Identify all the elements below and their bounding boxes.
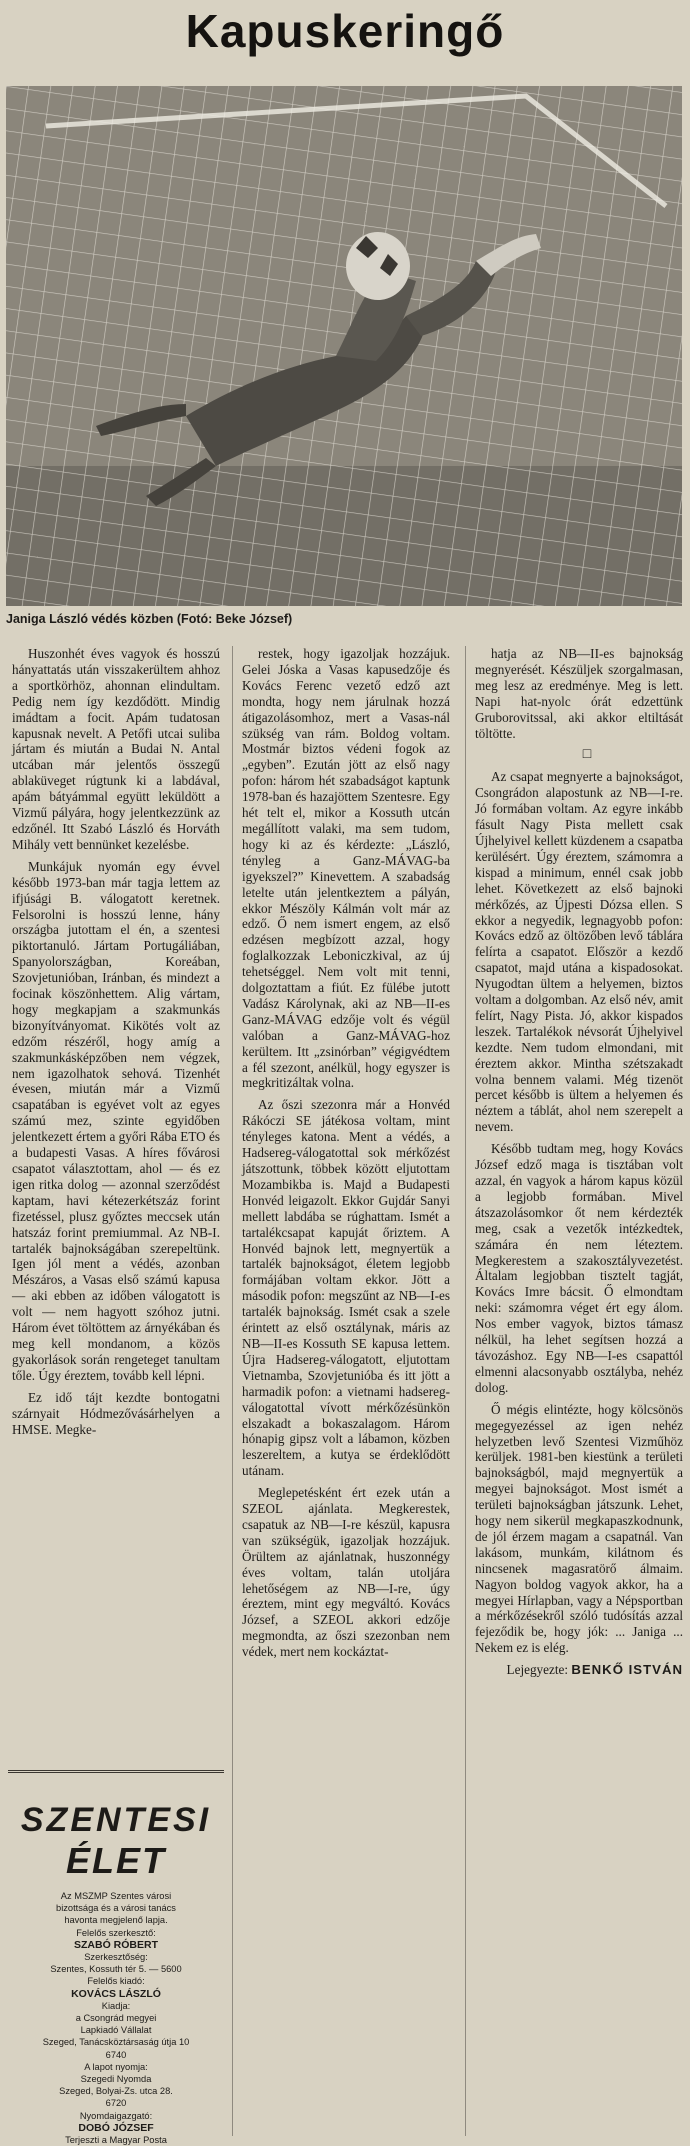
article-column-3 <box>475 646 683 2141</box>
goalkeeper-photo-illustration <box>6 86 682 606</box>
photo-caption: Janiga László védés közben (Fotó: Beke József) <box>6 612 293 626</box>
imprint-line: SZABÓ RÓBERT <box>74 1938 158 1951</box>
imprint-line: A lapot nyomja: <box>84 2061 148 2072</box>
imprint-line: Felelős szerkesztő: <box>76 1927 156 1938</box>
byline-label: Lejegyezte: <box>506 1662 569 1678</box>
paragraph: restek, hogy igazoljak hozzájuk. Gelei Jóska a Vasas kapusedzője és Kovács Ferenc vezető edző azt mondta, hogy nem járulnak hozzá átigazolásomhoz, mert a Vasas-nál szükség van rám. Boldog voltam. Mostmár biztos védeni fogok az „egyben”. Ezután jött az első nagy pofon: három hét szabadságot kaptunk 1978-ban és hazajöttem Szentesre. Egy hét telt el, mikor a Kossuth utcán megállított valaki, ma sem tudom, hogy ki az és kérdezte: „László, tényleg a Ganz-MÁVAG-ba igyekszel?” Kinevettem. A szabadság letelte után jelentkeztem a pályán, ekkor Mészöly Kálmán volt már az edző. Ő nem ismert engem, az első edzésen megbízott azzal, hogy foglalkozzak Leboniczkival, az új tehetséggel. Nem volt mit tenni, dolgoztattam a fiút. Ez fülébe jutott Vadász Károlynak, aki az NB—II-es Ganz-MÁVAG edzője volt és végül valóban a Ganz-MÁVAG-hoz kerültem. Itt „zsinórban” végigvédtem a fél szezont, anélkül, hogy egyszer is megkritizáltak volna. <box>242 646 450 1091</box>
paragraph: Meglepetésként ért ezek után a SZEOL ajánlata. Megkerestek, csapatuk az NB—I-re készül, kapusra van szükségük, igazoljak hozzájuk. Örültem az ajánlatnak, huszonnégy éves voltam, talán utoljára lehetőségem az NB—I-re, úgy éreztem, mint egy megváltó. Kovács József, a SZEOL akkori edzője megmondta, az őszi szezonban nem védek, mert nem kockáztat- <box>242 1485 450 1660</box>
article-column-1 <box>12 646 220 1756</box>
imprint-line: Terjeszti a Magyar Posta <box>65 2135 167 2146</box>
paragraph: Később tudtam meg, hogy Kovács József edző maga is tisztában volt azzal, én vagyok a három kapus közül a legjobb formában. Mivel átszazolásomkor őt nem kérdezték meg, csak a vezetők intézkedtek, számára én nem léteztem. Megkerestem a szakosztályvezetést. Általam legjobban tisztelt tagját, Kovács Imre bácsit. Ő elmondtam neki: számomra véget ért egy álom. Nos ember vagyok, biztos támasz nélkül, ha lehet segítsen hozzá a távozáshoz. Egy NB—I-es csapattól elmenni alacsonyabb osztályba, nehéz dolog. <box>475 1141 683 1395</box>
byline <box>475 1662 683 1678</box>
paragraph: Huszonhét éves vagyok és hosszú hányattatás után visszakerültem ahhoz a sportkörhöz, ahonnan elindultam. Pedig nem így kezdődött. Mindig imádtam a focit. Apám tudatosan kapusnak nevelt. A Petőfi utcai suliba jártam és miután a Budai N. Antal utcában már jelentős összegű ablaküveget rúgtunk ki a labdával, apám bátyámmal együtt leküldött a Vizmű pályára, hogy jelentkezzünk az edzőnél. Itt Szabó László és Horváth Mihály vett bennünket kezelésbe. <box>12 646 220 852</box>
paragraph: Az csapat megnyerte a bajnokságot, Csongrádon alapostunk az NB—I-re. Jó formában voltam. Az egyre inkább fásult Nagy Pista mellett csak Újhelyivel kellett küzdenem a csapatba kerülésért. Úgy éreztem, számomra a kispad a minimum, ennél csak jobb lehet. Következett az első bajnoki mérkőzés, az Újpesti Dózsa ellen. S ekkor a negyedik, legnagyobb pofon: Kovács edző az öltözőben levő táblára felírta a csapatot. Először a kezdő csapatot, majd utána a kispadosokat. Nyugodtan ültem a helyemen, biztos voltam a dolgomban. Az első név, amit felírt, Nagy Pista. Jó, akkor kispados leszek. Tartalékok névsorát Újhelyivel kezdte. Nem tudom elmondani, mit éreztem akkor. Mintha szétszakadt volna bennem valami. Még tizenöt percet később is ültem a helyemen és néztem a táblát, ahol nem szerepelt a nevem. <box>475 769 683 1135</box>
imprint-line: havonta megjelenő lapja. <box>64 1915 168 1926</box>
imprint-line: Felelős kiadó: <box>87 1976 145 1987</box>
imprint-line: KOVÁCS LÁSZLÓ <box>71 1987 161 2000</box>
masthead-imprint <box>8 1890 224 2146</box>
imprint-line: Kiadja: <box>101 2000 131 2011</box>
paragraph: Munkájuk nyomán egy évvel később 1973-ban már tagja lettem az ifjúsági B. válogatott keretnek. Felsorolni is hosszú lenne, hány országba jutottam el én, a szentesi piktortanuló. Jártam Portugáliában, Spanyolországban, Koreában, Szovjetunióban, Iránban, és mindezt a focinak köszönhettem. Alig vártam, hogy megkapjam a szakmunkás bizonyítványomat. Kikötés volt az edzőm részéről, hogy amíg a szakmunkásképzőben nem végzek, nem igazolhatok sehová. Tizenhét évesen, miután már a Vizmű csapatában is egyévet volt az egyes számú mez, szinte egyidőben jelentkezett értem a győri Rába ETO és a budapesti Vasas. A híres fővárosi csapatot választottam, ahol — és ez igen ritka dolog — azonnal szerződést kaptam, havi kétezerkétszáz forint fizetéssel, plusz győztes meccsek után hatszáz forint premiummal. Az NB-I. tartalék bajnokságában szerepeltünk. Igen jól ment a védés, azonban Mészáros, a Vasas első számú kapusa — aki ebben az időben válogatott is volt — nem hagyott szóhoz jutni. Három évet töltöttem az árnyékában és meg kell mondanom, a közös gyakorlások során rengeteget tanultam tőle. Úgy éreztem, tovább kell lépni. <box>12 858 220 1383</box>
imprint-line: Nyomdaigazgató: <box>79 2110 153 2121</box>
imprint-line: Lapkiadó Vállalat <box>80 2025 152 2036</box>
goalkeeper-photo <box>6 86 682 606</box>
imprint-line: Szegedi Nyomda <box>80 2074 152 2085</box>
column-divider <box>465 646 466 2136</box>
article-column-2 <box>242 646 450 2141</box>
paragraph: Az őszi szezonra már a Honvéd Rákóczi SE játékosa voltam, mint tényleges katona. Ment a védés, a Hadsereg-válogatottal sok mérkőzést játszottunk, többek között eljutottam Mozambikba is. Majd a Budapesti Honvéd leigazolt. Ekkor Gujdár Sanyi mellett labdába se rúghattam. Ismét a tartalékcsapat kapuját őriztem. A Honvéd bajnok lett, megnyertük a tartalék bajnokságot, életem legjobb formájában voltam ekkor. Jött a második pofon: megszűnt az NB—I-es tartalék bajnokság. Ismét csak a szele érintett az első osztálynak, máris az NB—II-es Kossuth SE kapusa lettem. Újra Hadsereg-válogatott, eljutottam Vietnamba, Szovjetunióba és itt jött a harmadik pofon: a vietnami hadsereg-válogatottal vívott mérkőzésünkön elszakadt a bokaszalagom. Három hónapig gipsz volt a lábamon, közben leszereltem, a kutya se érdeklődött utánam. <box>242 1097 450 1479</box>
masthead-title-line1: SZENTESI <box>20 1801 212 1839</box>
masthead-box <box>8 1770 224 2146</box>
masthead-title-line2: ÉLET <box>65 1840 166 1881</box>
imprint-line: a Csongrád megyei <box>75 2013 157 2024</box>
imprint-line: bizottsága és a városi tanács <box>56 1903 176 1914</box>
paragraph: Ez idő tájt kezdte bontogatni szárnyait Hódmezővásárhelyen a HMSE. Megke- <box>12 1389 220 1437</box>
imprint-line: Szeged, Bolyai-Zs. utca 28. <box>59 2086 173 2097</box>
paragraph: Ő mégis elintézte, hogy kölcsönös megegyezéssel az igen nehéz helyzetben levő Szentesi Vizműhöz kerüljek. 1981-ben kiestünk a területi bajnokságból, majd megnyertük a megyei bajnokságot. Most ismét a területi bajnokságban játszunk. Lehet, hogy nem sikerül megkapaszkodnunk, de jól érzem magam a csapatnál. Van lakásom, munkám, kilátnom és nincsenek magasratörő álmaim. Nagyon boldog vagyok akkor, ha a megyei Hírlapban, vagy a Népsportban a mérkőzésekről szóló tudósítás azzal fejeződik be, hogy jók: ... Janiga ... Nekem ez is elég. <box>475 1401 683 1656</box>
imprint-line: Szentes, Kossuth tér 5. — 5600 <box>50 1964 182 1975</box>
imprint-line: 6720 <box>105 2098 127 2109</box>
paragraph: hatja az NB—II-es bajnokság megnyerését. Készüljek szorgalmasan, meg lesz az eredménye. Meg is lett. Napi hat-nyolc órát edzettünk Gruborovitssal, aki akkor eltiltását töltötte. <box>475 646 683 741</box>
imprint-line: Szeged, Tanácsköztársaság útja 10 <box>42 2037 190 2048</box>
imprint-line: Az MSZMP Szentes városi <box>60 1891 172 1901</box>
imprint-line: 6740 <box>105 2049 127 2060</box>
article-title: Kapuskeringő <box>185 5 505 57</box>
section-mark: □ <box>582 747 592 763</box>
imprint-line: Szerkesztőség: <box>84 1952 148 1963</box>
column-divider <box>232 646 233 2136</box>
imprint-line: DOBÓ JÓZSEF <box>78 2121 154 2134</box>
byline-name: BENKŐ ISTVÁN <box>571 1662 683 1678</box>
